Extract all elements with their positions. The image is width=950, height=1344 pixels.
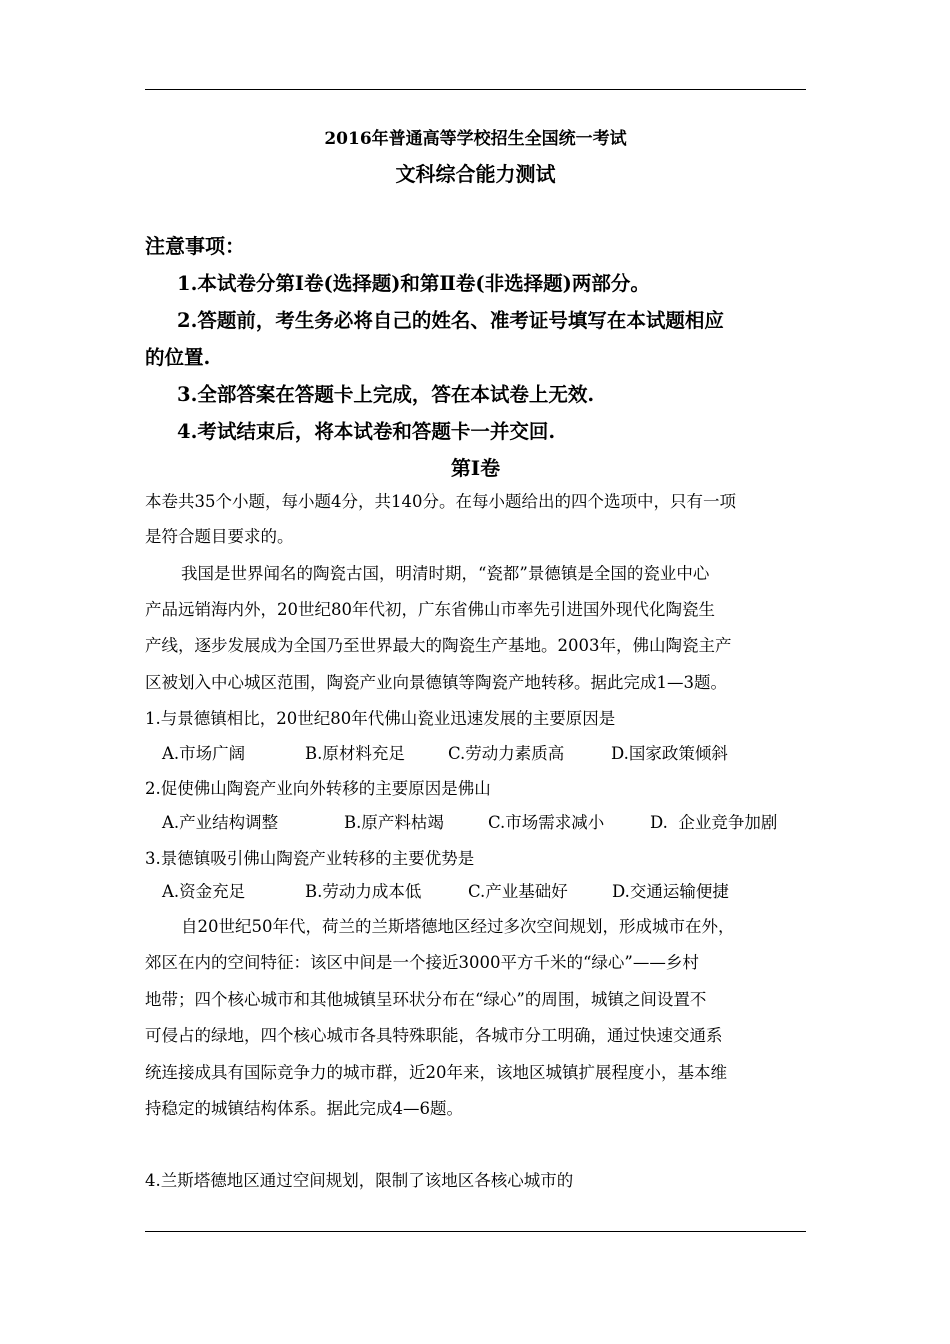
- passage-2-line: 统连接成具有国际竞争力的城市群，近20年来，该地区城镇扩展程度小，基本维: [145, 1063, 727, 1082]
- question-1-options: [145, 740, 806, 764]
- notice-item-4: 4.考试结束后，将本试卷和答题卡一并交回.: [177, 420, 556, 443]
- passage-1-line: 产品远销海内外，20世纪80年代初，广东省佛山市率先引进国外现代化陶瓷生: [145, 600, 715, 619]
- option-b: B.劳动力成本低: [305, 882, 422, 901]
- footer-rule: [145, 1231, 806, 1232]
- volume-intro-cont: 是符合题目要求的。: [145, 527, 294, 546]
- passage-2-line: 可侵占的绿地，四个核心城市各具特殊职能，各城市分工明确，通过快速交通系: [145, 1026, 723, 1045]
- option-a: A.市场广阔: [162, 744, 246, 763]
- notice-heading: 注意事项：: [145, 234, 245, 258]
- exam-title: 2016年普通高等学校招生全国统一考试: [324, 129, 627, 149]
- option-c: C.产业基础好: [468, 882, 568, 901]
- passage-2-line: 自20世纪50年代，荷兰的兰斯塔德地区经过多次空间规划，形成城市在外，: [181, 917, 735, 936]
- exam-subtitle: 文科综合能力测试: [395, 162, 556, 186]
- option-a: A.资金充足: [162, 882, 246, 901]
- passage-1-line: 产线，逐步发展成为全国乃至世界最大的陶瓷生产基地。2003年，佛山陶瓷主产: [145, 636, 732, 655]
- option-c: C.劳动力素质高: [448, 744, 565, 763]
- question-1-stem: 1.与景德镇相比，20世纪80年代佛山瓷业迅速发展的主要原因是: [145, 709, 616, 728]
- passage-2-line: 郊区在内的空间特征：该区中间是一个接近3000平方千米的“绿心”——乡村: [145, 953, 699, 972]
- notice-item-2: 2.答题前，考生务必将自己的姓名、准考证号填写在本试题相应: [177, 309, 724, 332]
- notice-item-3: 3.全部答案在答题卡上完成，答在本试卷上无效.: [177, 383, 595, 406]
- passage-1-line: 我国是世界闻名的陶瓷古国，明清时期，“瓷都”景德镇是全国的瓷业中心: [181, 564, 710, 583]
- volume-title: 第Ⅰ卷: [450, 456, 501, 480]
- question-3-options: [145, 878, 806, 902]
- option-c: C.市场需求减小: [488, 813, 605, 832]
- option-d: D.国家政策倾斜: [611, 744, 728, 763]
- question-2-stem: 2.促使佛山陶瓷产业向外转移的主要原因是佛山: [145, 779, 491, 798]
- passage-2-line: 持稳定的城镇结构体系。据此完成4—6题。: [145, 1099, 463, 1118]
- passage-1-line: 区被划入中心城区范围，陶瓷产业向景德镇等陶瓷产地转移。据此完成1—3题。: [145, 673, 727, 692]
- question-3-stem: 3.景德镇吸引佛山陶瓷产业转移的主要优势是: [145, 849, 475, 868]
- passage-2-line: 地带；四个核心城市和其他城镇呈环状分布在“绿心”的周围，城镇之间设置不: [145, 990, 707, 1009]
- notice-item-1: 1.本试卷分第Ⅰ卷(选择题)和第Ⅱ卷(非选择题)两部分。: [177, 272, 650, 295]
- header-rule: [145, 89, 806, 90]
- option-d: D.交通运输便捷: [612, 882, 729, 901]
- volume-intro: 本卷共35个小题，每小题4分，共140分。在每小题给出的四个选项中，只有一项: [145, 492, 736, 511]
- question-2-options: [145, 809, 806, 833]
- notice-item-2-cont: 的位置.: [145, 346, 211, 369]
- option-b: B.原材料充足: [305, 744, 405, 763]
- question-4-stem: 4.兰斯塔德地区通过空间规划，限制了该地区各核心城市的: [145, 1171, 574, 1190]
- option-b: B.原产料枯竭: [344, 813, 444, 832]
- option-a: A.产业结构调整: [162, 813, 279, 832]
- option-d: D. 企业竞争加剧: [650, 813, 778, 832]
